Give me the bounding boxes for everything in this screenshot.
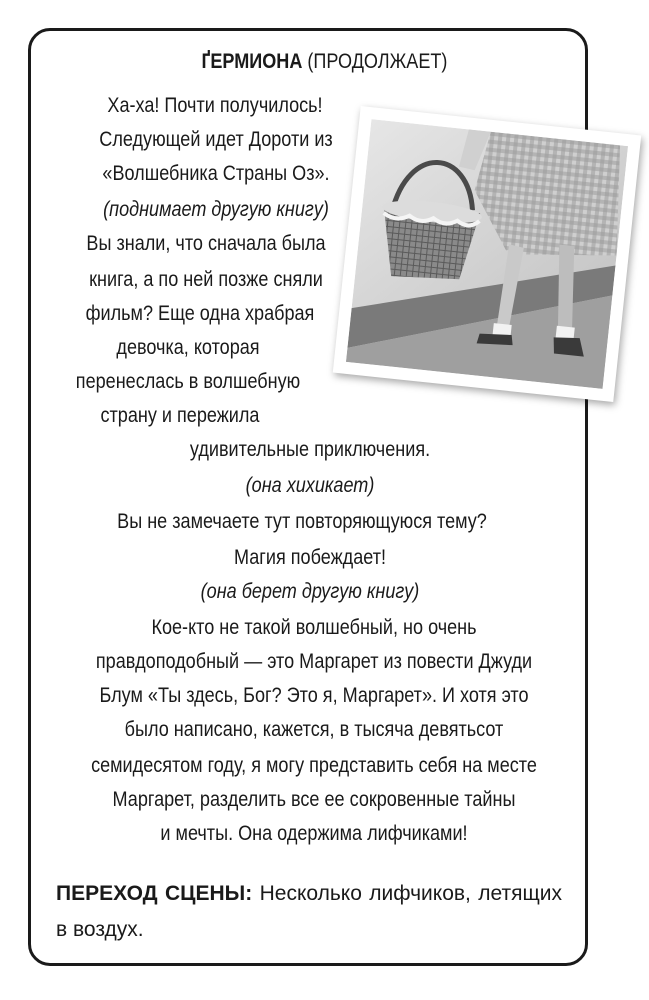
- speaker-direction: (ПРОДОЛЖАЕТ): [307, 50, 448, 73]
- dialogue-line: книга, а по ней позже сняли: [89, 268, 323, 291]
- dialogue-line: Блум «Ты здесь, Бог? Это я, Маргарет». И хотя это: [99, 684, 529, 707]
- stage-direction: (она берет другую книгу): [200, 580, 420, 603]
- dialogue-line: Вы знали, что сначала была: [86, 232, 326, 255]
- stage-direction: (она хихикает): [245, 474, 375, 497]
- dialogue-line: фильм? Еще одна храбрая: [85, 302, 315, 325]
- dialogue-line: удивительные приключения.: [189, 438, 431, 461]
- stage-direction: (поднимает другую книгу): [103, 198, 329, 221]
- transition-label: ПЕРЕХОД СЦЕНЫ:: [56, 882, 253, 905]
- dialogue-line: Вы не замечаете тут повторяющуюся тему?: [117, 510, 487, 533]
- dialogue-line: Маргарет, разделить все ее сокровенные тайны: [112, 788, 516, 811]
- dialogue-line: было написано, кажется, в тысяча девятьсот: [124, 718, 504, 741]
- transition-text: Несколько лифчиков, летящих в воздух.: [56, 882, 562, 941]
- scene-transition: [56, 876, 562, 948]
- dialogue-line: и мечты. Она одержима лифчиками!: [160, 822, 468, 845]
- dialogue-line: Магия побеждает!: [234, 546, 386, 569]
- dialogue-line: Следующей идет Дороти из: [99, 128, 333, 151]
- dialogue-line: Кое-кто не такой волшебный, но очень: [151, 616, 477, 639]
- dialogue-line: правдоподобный — это Маргарет из повести Джуди: [95, 650, 533, 673]
- dialogue-line: «Волшебника Страны Оз».: [102, 162, 330, 185]
- photo-image: [346, 119, 628, 389]
- speaker-name: ҐЕРМИОНА: [201, 50, 303, 73]
- dialogue-line: семидесятом году, я могу представить себя на месте: [91, 754, 537, 777]
- dialogue-line: страну и пережила: [100, 404, 260, 427]
- scene-header: [45, 48, 603, 76]
- dialogue-line: Ха-ха! Почти получилось!: [107, 94, 323, 117]
- dialogue-line: девочка, которая: [116, 336, 260, 359]
- dorothy-photo: [333, 106, 641, 402]
- dialogue-line: перенеслась в волшебную: [75, 370, 301, 393]
